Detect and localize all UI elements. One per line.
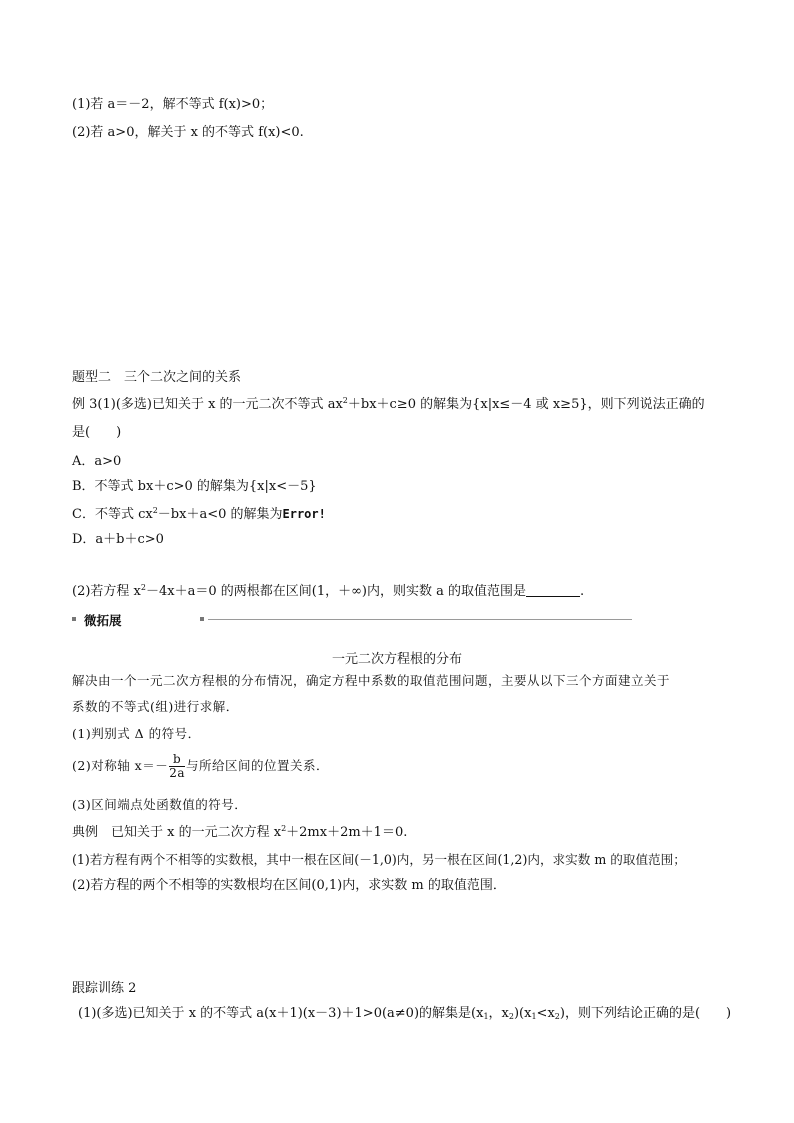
extension-intro-2: 系数的不等式(组)进行求解． xyxy=(72,699,239,714)
extension-title: 一元二次方程根的分布 xyxy=(331,652,462,667)
extension-label: 微拓展 xyxy=(84,613,122,628)
option-d: D．a＋b＋c>0 xyxy=(72,532,164,547)
extension-point-2: (2)对称轴 x＝－ $\frac{b}{2a}$ 与所给区间的位置关系． xyxy=(72,752,330,780)
section-title: 题型二 三个二次之间的关系 xyxy=(72,370,242,385)
question-2: (2)若 a>0，解关于 x 的不等式 f(x)<0. xyxy=(72,125,304,140)
extension-intro-1: 解决由一个一元二次方程根的分布情况，确定方程中系数的取值范围问题，主要从以下三个方面建立关于 xyxy=(72,673,671,688)
square-bullet-icon xyxy=(200,617,204,621)
option-c: C．不等式 $cx^2-bx+a<0$ 的解集为Error! xyxy=(72,506,326,522)
question-1: (1)若 a＝－2，解不等式 f(x)>0； xyxy=(72,97,274,112)
typical-example: 典例 已知关于 x 的一元二次方程 $x^2+2mx+2m+1=0$. xyxy=(72,824,408,840)
square-bullet-icon xyxy=(72,617,76,621)
typical-example-q2: (2)若方程的两个不相等的实数根均在区间(0,1)内，求实数 m 的取值范围． xyxy=(72,878,506,893)
extension-header xyxy=(72,611,632,627)
training-title: 跟踪训练 2 xyxy=(72,981,137,996)
fraction: $\frac{b}{2a}$ xyxy=(169,752,186,780)
answer-blank[interactable] xyxy=(526,584,580,597)
extension-point-1: (1)判别式 Δ 的符号． xyxy=(72,726,201,741)
question-2-roots: (2)若方程 $x^2-4x+a=0$ 的两根都在区间(1，＋∞)内，则实数 a 的取值范围是 . xyxy=(72,583,585,599)
divider xyxy=(208,619,632,620)
extension-point-3: (3)区间端点处函数值的符号． xyxy=(72,797,248,812)
example-3-line-2: 是( ) xyxy=(72,425,122,440)
example-3-line-1: 例 3(1)(多选)已知关于 x 的一元二次不等式 $ax^2+bx+c\ge 0$ 的解集为{x|x≤－4 或 x≥5}，则下列说法正确的 xyxy=(72,396,705,412)
training-question-1: (1)(多选)已知关于 x 的不等式 a(x＋1)(x－3)＋1>0(a≠0)的解集是($x_1$，$x_2)(x_1<x_2)$，则下列结论正确的是( ) xyxy=(78,1006,732,1021)
option-b: B．不等式 bx＋c>0 的解集为{x|x<－5} xyxy=(72,479,317,494)
option-a: A．a>0 xyxy=(72,454,122,469)
typical-example-q1: (1)若方程有两个不相等的实数根，其中一根在区间(－1,0)内，另一根在区间(1,2)内，求实数 m 的取值范围； xyxy=(72,852,686,867)
